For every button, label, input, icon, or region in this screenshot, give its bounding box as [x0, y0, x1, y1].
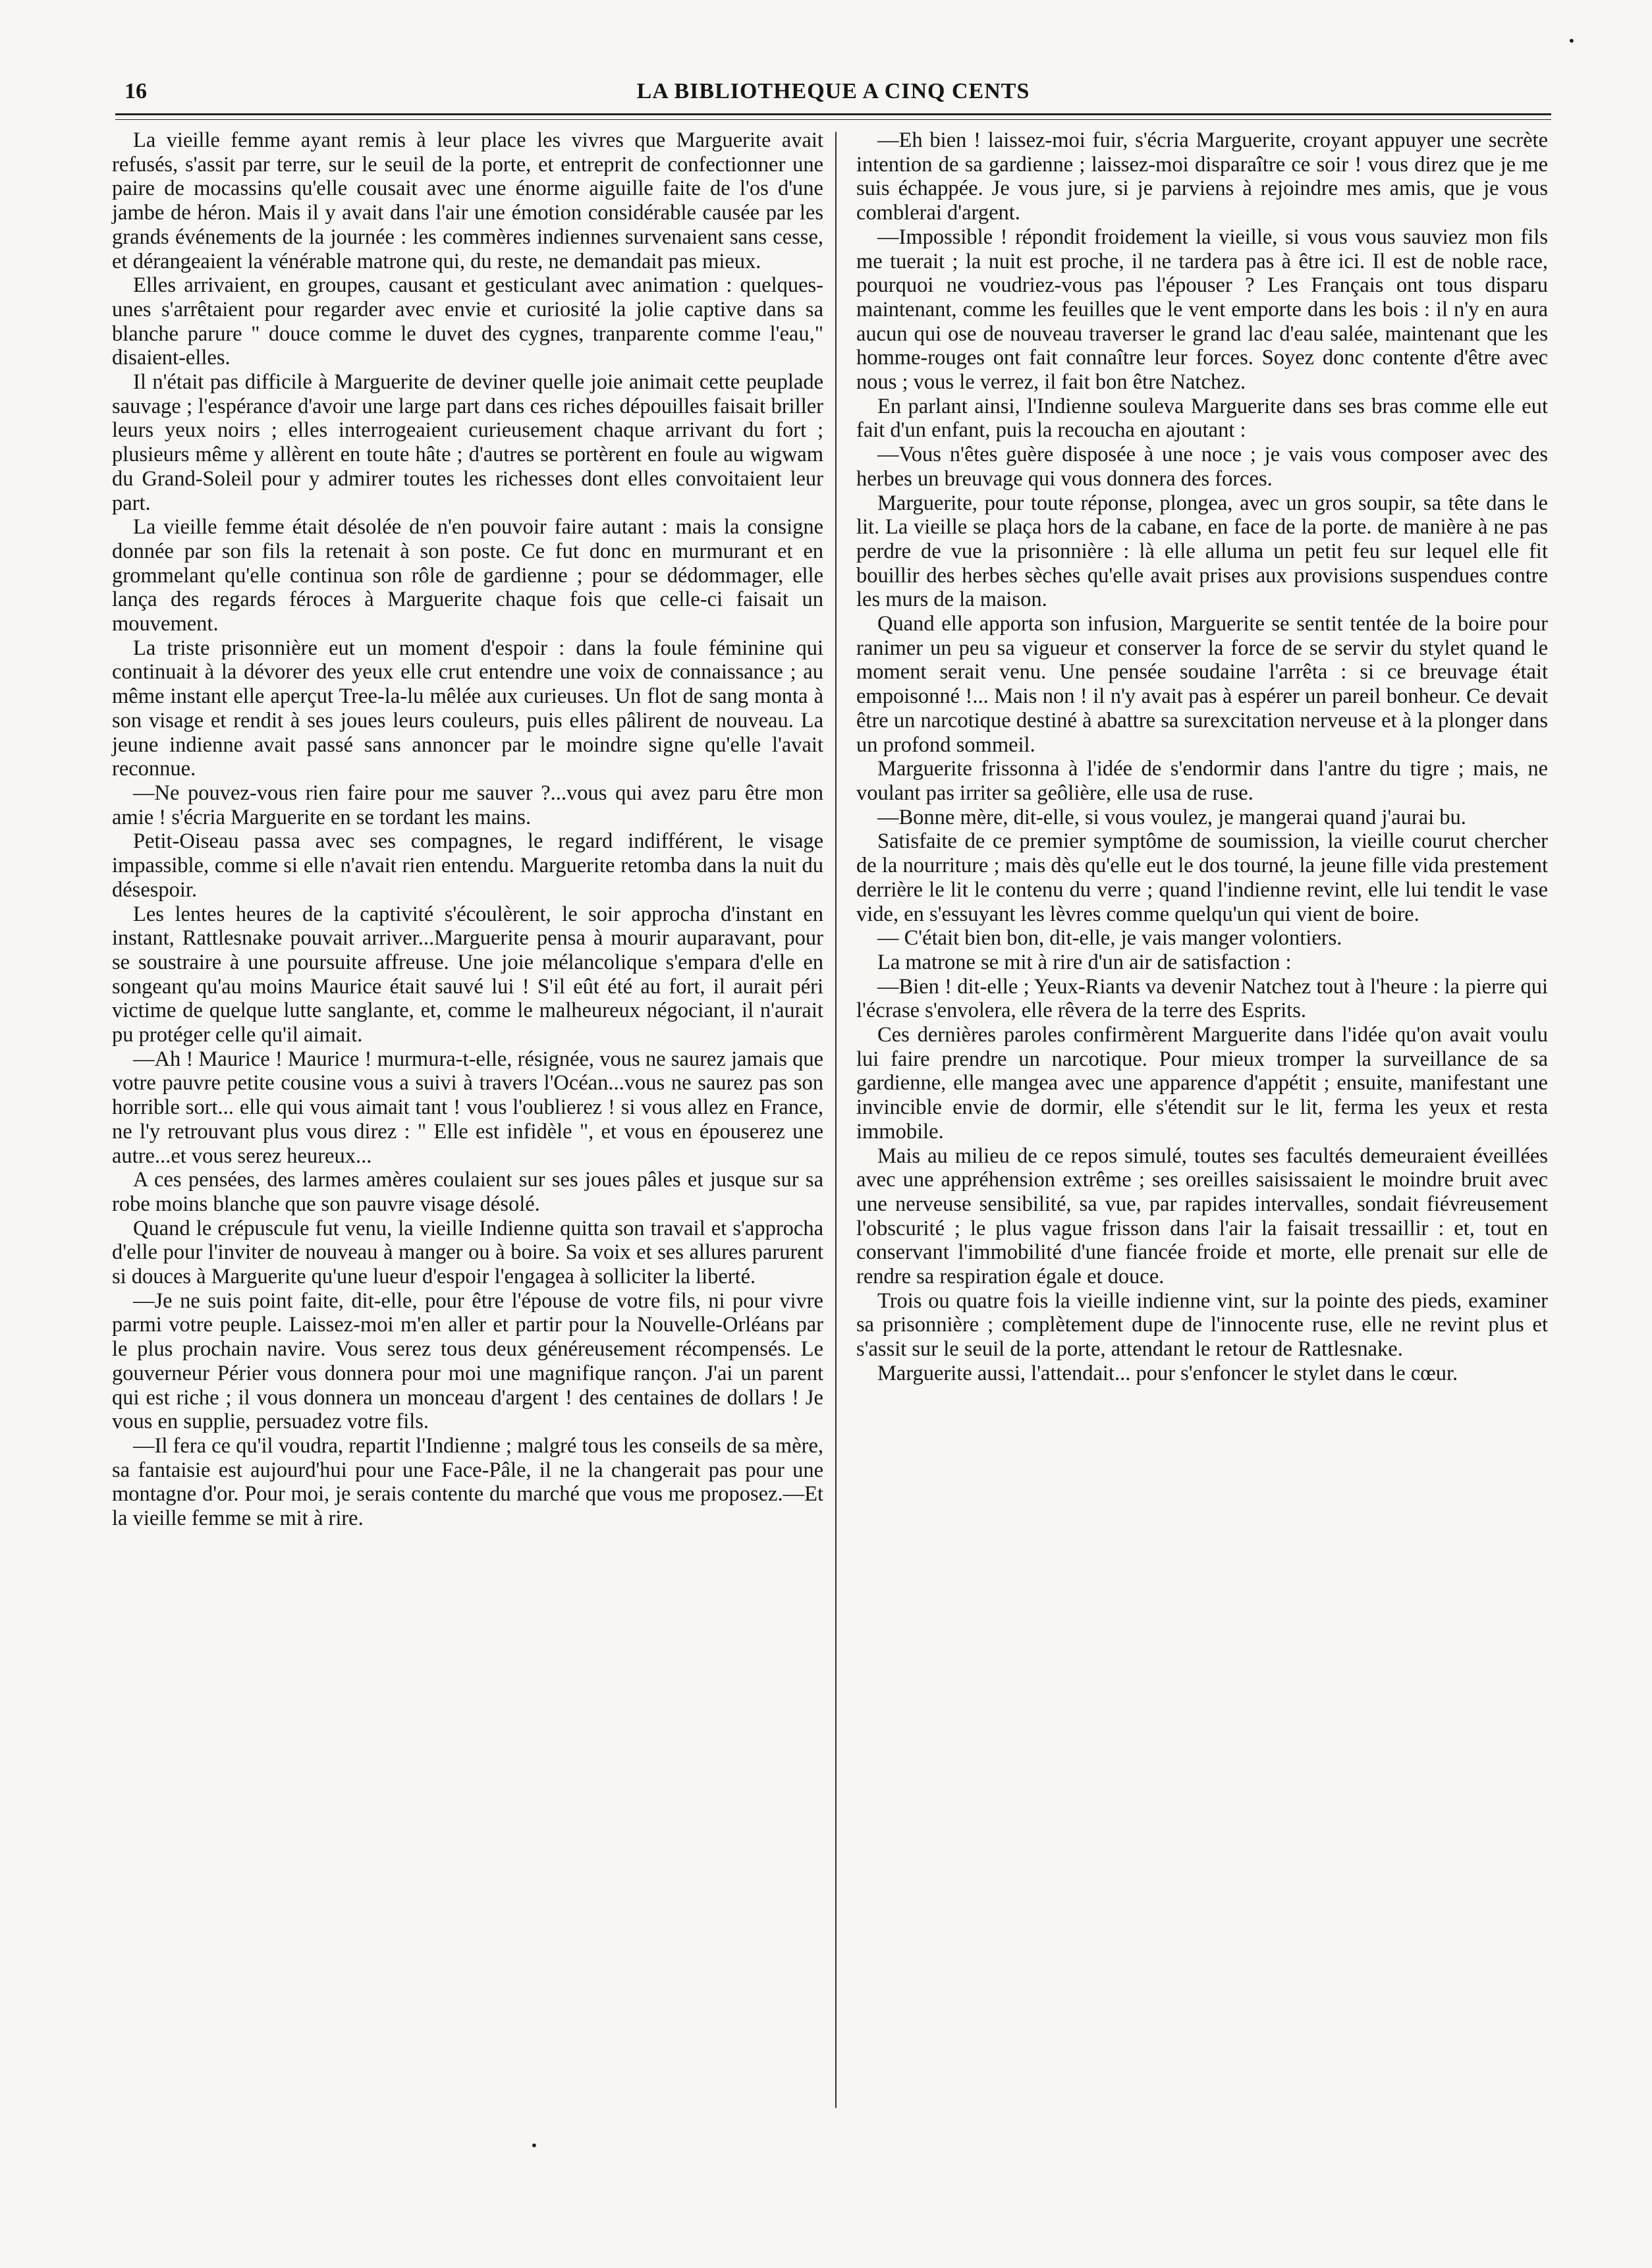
header-rule-thin	[115, 119, 1551, 120]
paragraph: Satisfaite de ce premier symptôme de soumission, la vieille courut chercher de la nourriture ; mais dès qu'elle eut le dos tourné, la jeune fille vida prestement derrière le lit le contenu du verre ; quand l'indienne revint, elle lui tendit le vase vide, en s'essuyant les lèvres comme quelqu'un qui vient de boire.	[856, 829, 1548, 926]
paragraph: Marguerite frissonna à l'idée de s'endormir dans l'antre du tigre ; mais, ne voulant pas irriter sa geôlière, elle usa de ruse.	[856, 757, 1548, 805]
paragraph: La vieille femme ayant remis à leur place les vivres que Marguerite avait refusés, s'assit par terre, sur le seuil de la porte, et entreprit de confectionner une paire de mocassins qu'elle cousait avec une énorme aiguille faite de l'os d'une jambe de héron. Mais il y avait dans l'air une émotion considérable causée par les grands événements de la journée : les commères indiennes survenaient sans cesse, et dérangeaient la vénérable matrone qui, du reste, ne demandait pas mieux.	[112, 128, 823, 273]
paragraph: Quand le crépuscule fut venu, la vieille Indienne quitta son travail et s'approcha d'elle pour l'inviter de nouveau à manger ou à boire. Sa voix et ses allures parurent si douces à Marguerite qu'une lueur d'espoir l'engagea à solliciter la liberté.	[112, 1216, 823, 1289]
header-rule-thick	[115, 113, 1551, 115]
paragraph: —Bien ! dit-elle ; Yeux-Riants va devenir Natchez tout à l'heure : la pierre qui l'écrase s'envolera, elle rêvera de la terre des Esprits.	[856, 974, 1548, 1023]
paragraph: Mais au milieu de ce repos simulé, toutes ses facultés demeuraient éveillées avec une appréhension extrême ; ses oreilles saisissaient le moindre bruit avec une nerveuse sensibilité, sa vue, par rapides intervalles, sondait fiévreusement l'obscurité ; le plus vague frisson dans l'air la faisait tressaillir : et, tout en conservant l'immobilité d'une fiancée froide et morte, elle prenait sur elle de rendre sa respiration égale et douce.	[856, 1144, 1548, 1289]
paragraph: —Ne pouvez-vous rien faire pour me sauver ?...vous qui avez paru être mon amie ! s'écria Marguerite en se tordant les mains.	[112, 781, 823, 829]
paragraph: —Ah ! Maurice ! Maurice ! murmura-t-elle, résignée, vous ne saurez jamais que votre pauvre petite cousine vous a suivi à travers l'Océan...vous ne saurez pas son horrible sort... elle qui vous aimait tant ! vous l'oublierez ! si vous allez en France, ne l'y retrouvant plus vous direz : " Elle est infidèle ", et vous en épouserez une autre...et vous serez heureux...	[112, 1047, 823, 1168]
paragraph: Quand elle apporta son infusion, Marguerite se sentit tentée de la boire pour ranimer un peu sa vigueur et conserver la force de se servir du stylet quand le moment serait venu. Une pensée soudaine l'arrêta : si ce breuvage était empoisonné !... Mais non ! il n'y avait pas à espérer un pareil bonheur. Ce devait être un narcotique destiné à abattre sa surexcitation nerveuse et à la plonger dans un profond sommeil.	[856, 612, 1548, 757]
paragraph: En parlant ainsi, l'Indienne souleva Marguerite dans ses bras comme elle eut fait d'un enfant, puis la recoucha en ajoutant :	[856, 394, 1548, 443]
paragraph: —Il fera ce qu'il voudra, repartit l'Indienne ; malgré tous les conseils de sa mère, sa fantaisie est aujourd'hui pour une Face-Pâle, il ne la changerait pas pour une montagne d'or. Pour moi, je serais contente du marché que vous me proposez.—Et la vieille femme se mit à rire.	[112, 1433, 823, 1531]
paragraph: —Bonne mère, dit-elle, si vous voulez, je mangerai quand j'aurai bu.	[877, 805, 1466, 829]
paragraph: La matrone se mit à rire d'un air de satisfaction :	[877, 950, 1292, 974]
left-column	[112, 128, 823, 1531]
page-header	[115, 76, 1551, 116]
paragraph: —Je ne suis point faite, dit-elle, pour être l'épouse de votre fils, ni pour vivre parmi votre peuple. Laissez-moi m'en aller et partir pour la Nouvelle-Orléans par le plus prochain navire. Vous serez tous deux généreusement récompensés. Le gouverneur Périer vous donnera pour moi une magnifique rançon. J'ai un parent qui est riche ; il vous donnera un monceau d'argent ! des centaines de dollars ! Je vous en supplie, persuadez votre fils.	[112, 1288, 823, 1434]
paragraph: Les lentes heures de la captivité s'écoulèrent, le soir approcha d'instant en instant, Rattlesnake pouvait arriver...Marguerite pensa à mourir auparavant, pour se soustraire à une poursuite affreuse. Une joie mélancolique s'empara d'elle en songeant qu'au moins Maurice était sauvé lui ! S'il eût été au fort, il aurait péri victime de quelque lutte sanglante, et, comme le malheureux négociant, il n'aurait pu protéger celle qu'il aimait.	[112, 902, 823, 1047]
paragraph: Marguerite aussi, l'attendait... pour s'enfoncer le stylet dans le cœur.	[877, 1361, 1458, 1385]
running-title: LA BIBLIOTHEQUE A CINQ CENTS	[636, 79, 1030, 103]
column-divider	[835, 132, 837, 2108]
page-number: 16	[124, 79, 147, 103]
paragraph: —Eh bien ! laissez-moi fuir, s'écria Marguerite, croyant appuyer une secrète intention de sa gardienne ; laissez-moi disparaître ce soir ! vous direz que je me suis échappée. Je vous jure, si je parviens à rejoindre mes amis, que je vous comblerai d'argent.	[856, 128, 1548, 225]
margin-speck: •	[1568, 33, 1576, 49]
paragraph: Petit-Oiseau passa avec ses compagnes, le regard indifférent, le visage impassible, comme si elle n'avait rien entendu. Marguerite retomba dans la nuit du désespoir.	[112, 829, 823, 902]
bottom-speck: •	[530, 2138, 538, 2153]
paragraph: La triste prisonnière eut un moment d'espoir : dans la foule féminine qui continuait à la dévorer des yeux elle crut entendre une voix de connaissance ; au même instant elle aperçut Tree-la-lu mêlée aux curieuses. Un flot de sang monta à son visage et rendit à ses joues leurs couleurs, puis elles pâlirent de nouveau. La jeune indienne avait passé sans annoncer par le moindre signe qu'elle l'avait reconnue.	[112, 636, 823, 781]
paragraph: —Vous n'êtes guère disposée à une noce ; je vais vous composer avec des herbes un breuvage qui vous donnera des forces.	[856, 443, 1548, 491]
paragraph: — C'était bien bon, dit-elle, je vais manger volontiers.	[877, 926, 1342, 951]
paragraph: Il n'était pas difficile à Marguerite de deviner quelle joie animait cette peuplade sauvage ; l'espérance d'avoir une large part dans ces riches dépouilles faisait briller leurs yeux noirs ; elles interrogeaient curieusement chaque arrivant du fort ; plusieurs même y allèrent en toute hâte ; d'autres se portèrent en foule au wigwam du Grand-Soleil pour y admirer toutes les richesses dont elles convoitaient leur part.	[112, 370, 823, 515]
right-column	[856, 128, 1548, 1386]
paragraph: —Impossible ! répondit froidement la vieille, si vous vous sauviez mon fils me tuerait ; la nuit est proche, il ne tardera pas à être ici. Il est de noble race, pourquoi ne voudriez-vous pas l'épouser ? Les Français ont tous disparu maintenant, comme les feuilles que le vent emporte dans les bois : il n'y en aura aucun qui ose de nouveau traverser le grand lac d'eau salée, maintenant que les homme-rouges ont fait connaître leur forces. Soyez donc contente d'être avec nous ; vous le verrez, il fait bon être Natchez.	[856, 225, 1548, 395]
paragraph: A ces pensées, des larmes amères coulaient sur ses joues pâles et jusque sur sa robe moins blanche que son pauvre visage désolé.	[112, 1168, 823, 1216]
paragraph: La vieille femme était désolée de n'en pouvoir faire autant : mais la consigne donnée par son fils la retenait à son poste. Ce fut donc en murmurant et en grommelant qu'elle continua son rôle de gardienne ; pour se dédommager, elle lança des regards féroces à Marguerite chaque fois que celle-ci faisait un mouvement.	[112, 515, 823, 636]
paragraph: Marguerite, pour toute réponse, plongea, avec un gros soupir, sa tête dans le lit. La vieille se plaça hors de la cabane, en face de la porte. de manière à ne pas perdre de vue la prisonnière : là elle alluma un petit feu sur lequel elle fit bouillir des herbes sèches qu'elle avait prises aux provisions suspendues contre les murs de la maison.	[856, 491, 1548, 612]
paragraph: Elles arrivaient, en groupes, causant et gesticulant avec animation : quelques-unes s'arrêtaient pour regarder avec envie et curiosité la jolie captive dans sa blanche parure " douce comme le duvet des cygnes, tranparente comme l'eau," disaient-elles.	[112, 273, 823, 370]
paragraph: Trois ou quatre fois la vieille indienne vint, sur la pointe des pieds, examiner sa prisonnière ; complètement dupe de l'innocente ruse, elle ne revint plus et s'assit sur le seuil de la porte, attendant le retour de Rattlesnake.	[856, 1288, 1548, 1362]
paragraph: Ces dernières paroles confirmèrent Marguerite dans l'idée qu'on avait voulu lui faire prendre un narcotique. Pour mieux tromper la surveillance de sa gardienne, elle mangea avec une apparence d'appétit ; ensuite, manifestant une invincible envie de dormir, elle s'étendit sur le lit, ferma les yeux et resta immobile.	[856, 1023, 1548, 1144]
